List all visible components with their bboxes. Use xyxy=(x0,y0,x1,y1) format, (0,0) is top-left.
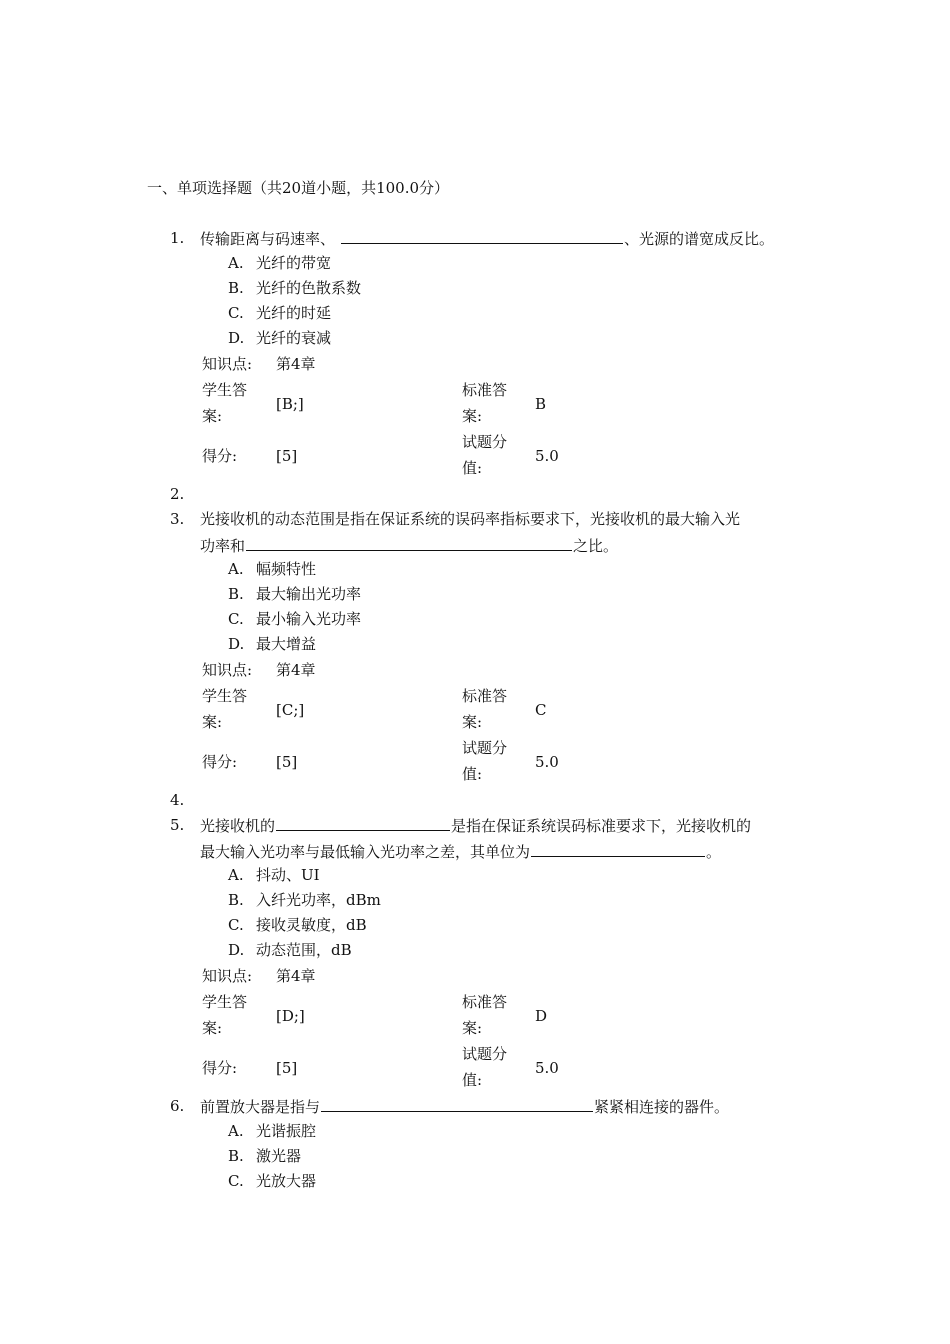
option-c: C. 光纤的时延 xyxy=(228,304,332,322)
answer-blank xyxy=(246,535,572,551)
question-number: 6. xyxy=(170,1097,185,1115)
answer-blank xyxy=(341,228,623,244)
score-label: 得分: xyxy=(202,447,238,465)
score-value: [5] xyxy=(276,447,298,465)
question-6-text: 前置放大器是指与 紧紧相连接的器件。 xyxy=(200,1098,730,1116)
standard-answer-label: 标准答 案: xyxy=(462,993,508,1037)
standard-answer-value: C xyxy=(535,701,547,719)
question-3-line-1: 光接收机的动态范围是指在保证系统的误码率指标要求下，光接收机的最大输入光 xyxy=(200,510,741,528)
points-value: 5.0 xyxy=(535,753,559,771)
question-3-line-2: 功率和 之比。 xyxy=(200,537,619,555)
question-1-text xyxy=(200,228,774,249)
option-a: A. 抖动、UI xyxy=(228,866,320,884)
score-label: 得分: xyxy=(202,1059,238,1077)
answer-blank xyxy=(321,1096,593,1112)
answer-blank xyxy=(276,815,450,831)
points-label: 试题分 值: xyxy=(462,433,508,477)
knowledge-value: 第4章 xyxy=(276,661,316,679)
standard-answer-value: D xyxy=(535,1007,548,1025)
option-d: D. 最大增益 xyxy=(228,635,317,653)
student-answer-label: 学生答 案: xyxy=(202,993,248,1037)
option-a: A. 光谐振腔 xyxy=(228,1122,317,1140)
points-value: 5.0 xyxy=(535,447,559,465)
question-5-line-2: 最大输入光功率与最低输入光功率之差，其单位为 。 xyxy=(200,843,722,861)
standard-answer-label: 标准答 案: xyxy=(462,687,508,731)
knowledge-label: 知识点: xyxy=(202,355,253,373)
question-number: 3. xyxy=(170,510,185,528)
option-d: D. 动态范围，dB xyxy=(228,941,352,959)
student-answer-value: [D;] xyxy=(276,1007,305,1025)
points-value: 5.0 xyxy=(535,1059,559,1077)
option-a: A. 光纤的带宽 xyxy=(228,254,332,272)
option-c: C. 光放大器 xyxy=(228,1172,317,1190)
student-answer-value: [C;] xyxy=(276,701,305,719)
score-label: 得分: xyxy=(202,753,238,771)
student-answer-label: 学生答 案: xyxy=(202,381,248,425)
answer-blank xyxy=(531,841,705,857)
question-number: 1. xyxy=(170,229,185,247)
knowledge-label: 知识点: xyxy=(202,661,253,679)
section-title: 一、单项选择题（共20道小题，共100.0分） xyxy=(147,179,450,197)
points-label: 试题分 值: xyxy=(462,1045,508,1089)
option-b: B. 最大输出光功率 xyxy=(228,585,362,603)
student-answer-label: 学生答 案: xyxy=(202,687,248,731)
option-a: A. 幅频特性 xyxy=(228,560,317,578)
question-text-part: 、光源的谱宽成反比。 xyxy=(624,230,775,248)
question-5-line-1: 光接收机的 是指在保证系统误码标准要求下，光接收机的 xyxy=(200,817,752,835)
option-c: C. 最小输入光功率 xyxy=(228,610,362,628)
option-b: B. 光纤的色散系数 xyxy=(228,279,362,297)
question-number: 5. xyxy=(170,816,185,834)
knowledge-label: 知识点: xyxy=(202,967,253,985)
option-c: C. 接收灵敏度，dB xyxy=(228,916,367,934)
knowledge-value: 第4章 xyxy=(276,355,316,373)
question-number: 4. xyxy=(170,791,185,809)
question-number: 2. xyxy=(170,485,185,503)
standard-answer-value: B xyxy=(535,395,547,413)
standard-answer-label: 标准答 案: xyxy=(462,381,508,425)
score-value: [5] xyxy=(276,1059,298,1077)
knowledge-value: 第4章 xyxy=(276,967,316,985)
option-b: B. 入纤光功率，dBm xyxy=(228,891,381,909)
student-answer-value: [B;] xyxy=(276,395,304,413)
option-d: D. 光纤的衰减 xyxy=(228,329,332,347)
option-b: B. 激光器 xyxy=(228,1147,302,1165)
points-label: 试题分 值: xyxy=(462,739,508,783)
question-text-part: 传输距离与码速率、 xyxy=(200,230,336,248)
score-value: [5] xyxy=(276,753,298,771)
